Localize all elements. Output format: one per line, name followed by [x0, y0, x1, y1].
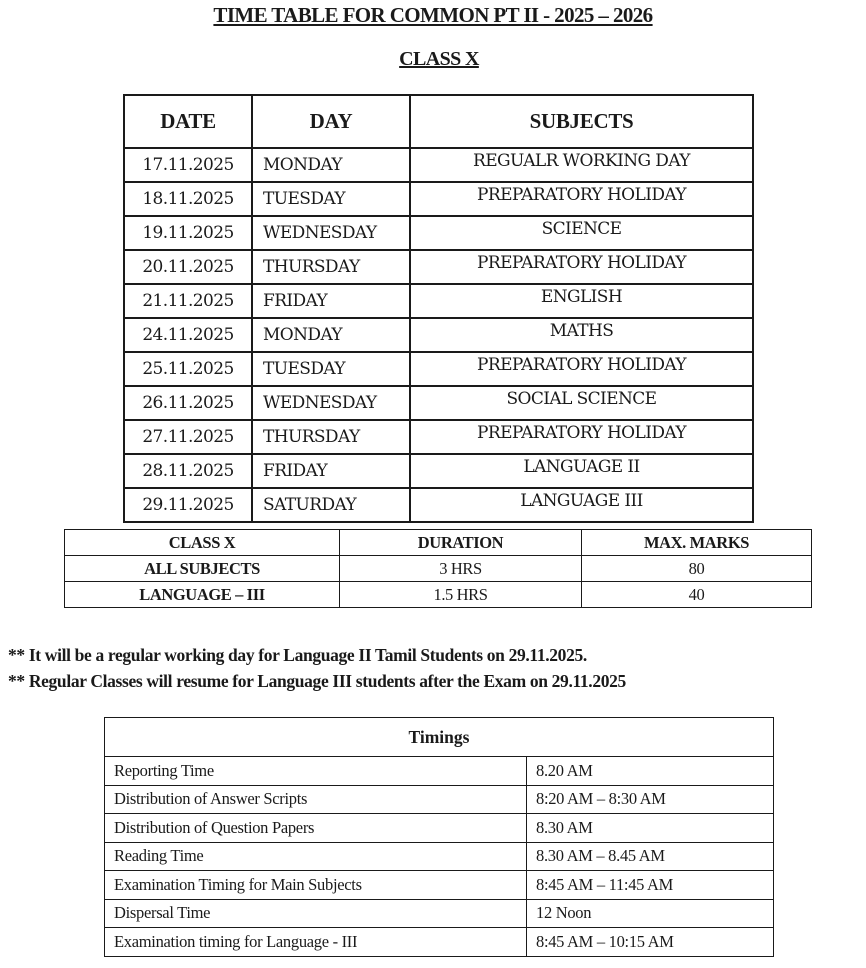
day-cell: MONDAY	[252, 318, 410, 352]
subject-cell: SOCIAL SCIENCE	[410, 386, 753, 420]
subject-cell: LANGUAGE III	[410, 488, 753, 522]
subject-cell: PREPARATORY HOLIDAY	[410, 420, 753, 454]
header-date: DATE	[124, 95, 252, 148]
table-row	[105, 871, 774, 900]
timing-label: Dispersal Time	[105, 899, 527, 928]
class-subtitle: CLASS X	[399, 48, 479, 70]
table-row	[124, 318, 753, 352]
day-cell: FRIDAY	[252, 284, 410, 318]
marks-cell: 40	[582, 582, 812, 608]
date-cell: 26.11.2025	[124, 386, 252, 420]
duration-cell: 3 HRS	[340, 556, 582, 582]
table-row	[124, 216, 753, 250]
table-row	[105, 842, 774, 871]
date-cell: 20.11.2025	[124, 250, 252, 284]
timing-value: 8.30 AM – 8.45 AM	[527, 842, 774, 871]
date-cell: 29.11.2025	[124, 488, 252, 522]
day-cell: THURSDAY	[252, 250, 410, 284]
timing-label: Examination timing for Language - III	[105, 928, 527, 957]
table-row	[124, 454, 753, 488]
exam-timetable	[123, 94, 754, 523]
day-cell: MONDAY	[252, 148, 410, 182]
table-row	[105, 757, 774, 786]
timing-value: 8.30 AM	[527, 814, 774, 843]
date-cell: 28.11.2025	[124, 454, 252, 488]
date-cell: 18.11.2025	[124, 182, 252, 216]
duration-header-row	[65, 530, 812, 556]
day-cell: SATURDAY	[252, 488, 410, 522]
marks-cell: 80	[582, 556, 812, 582]
subject-cell: PREPARATORY HOLIDAY	[410, 250, 753, 284]
day-cell: WEDNESDAY	[252, 216, 410, 250]
table-row	[65, 556, 812, 582]
date-cell: 17.11.2025	[124, 148, 252, 182]
table-row	[65, 582, 812, 608]
page-title: TIME TABLE FOR COMMON PT II - 2025 – 2026	[213, 3, 653, 27]
subject-cell: SCIENCE	[410, 216, 753, 250]
duration-cell: 1.5 HRS	[340, 582, 582, 608]
timings-table	[104, 717, 774, 957]
day-cell: WEDNESDAY	[252, 386, 410, 420]
header-duration: DURATION	[340, 530, 582, 556]
timings-header-row	[105, 718, 774, 757]
subject-cell: REGUALR WORKING DAY	[410, 148, 753, 182]
category-cell: ALL SUBJECTS	[65, 556, 340, 582]
note-language-iii: ** Regular Classes will resume for Language III students after the Exam on 29.11.2025	[8, 671, 626, 691]
category-cell: LANGUAGE – III	[65, 582, 340, 608]
table-row	[124, 284, 753, 318]
table-row	[105, 899, 774, 928]
timing-label: Distribution of Answer Scripts	[105, 785, 527, 814]
subject-cell: ENGLISH	[410, 284, 753, 318]
date-cell: 21.11.2025	[124, 284, 252, 318]
timing-label: Examination Timing for Main Subjects	[105, 871, 527, 900]
timing-value: 12 Noon	[527, 899, 774, 928]
table-row	[124, 420, 753, 454]
subject-cell: PREPARATORY HOLIDAY	[410, 352, 753, 386]
table-row	[124, 250, 753, 284]
table-row	[105, 928, 774, 957]
subject-cell: PREPARATORY HOLIDAY	[410, 182, 753, 216]
header-timings: Timings	[105, 718, 774, 757]
timing-value: 8:45 AM – 10:15 AM	[527, 928, 774, 957]
day-cell: THURSDAY	[252, 420, 410, 454]
timing-value: 8.20 AM	[527, 757, 774, 786]
day-cell: TUESDAY	[252, 352, 410, 386]
timing-value: 8:45 AM – 11:45 AM	[527, 871, 774, 900]
day-cell: TUESDAY	[252, 182, 410, 216]
note-language-ii: ** It will be a regular working day for Language II Tamil Students on 29.11.2025.	[8, 645, 587, 665]
table-row	[124, 386, 753, 420]
timing-label: Reading Time	[105, 842, 527, 871]
timing-label: Distribution of Question Papers	[105, 814, 527, 843]
header-day: DAY	[252, 95, 410, 148]
date-cell: 27.11.2025	[124, 420, 252, 454]
table-row	[124, 488, 753, 522]
duration-marks-table	[64, 529, 812, 608]
date-cell: 25.11.2025	[124, 352, 252, 386]
table-row	[105, 785, 774, 814]
timing-value: 8:20 AM – 8:30 AM	[527, 785, 774, 814]
date-cell: 19.11.2025	[124, 216, 252, 250]
header-class: CLASS X	[65, 530, 340, 556]
subject-cell: LANGUAGE II	[410, 454, 753, 488]
header-max-marks: MAX. MARKS	[582, 530, 812, 556]
timetable-header-row	[124, 95, 753, 148]
header-subjects: SUBJECTS	[410, 95, 753, 148]
table-row	[124, 352, 753, 386]
date-cell: 24.11.2025	[124, 318, 252, 352]
table-row	[124, 182, 753, 216]
table-row	[124, 148, 753, 182]
subject-cell: MATHS	[410, 318, 753, 352]
day-cell: FRIDAY	[252, 454, 410, 488]
timing-label: Reporting Time	[105, 757, 527, 786]
table-row	[105, 814, 774, 843]
